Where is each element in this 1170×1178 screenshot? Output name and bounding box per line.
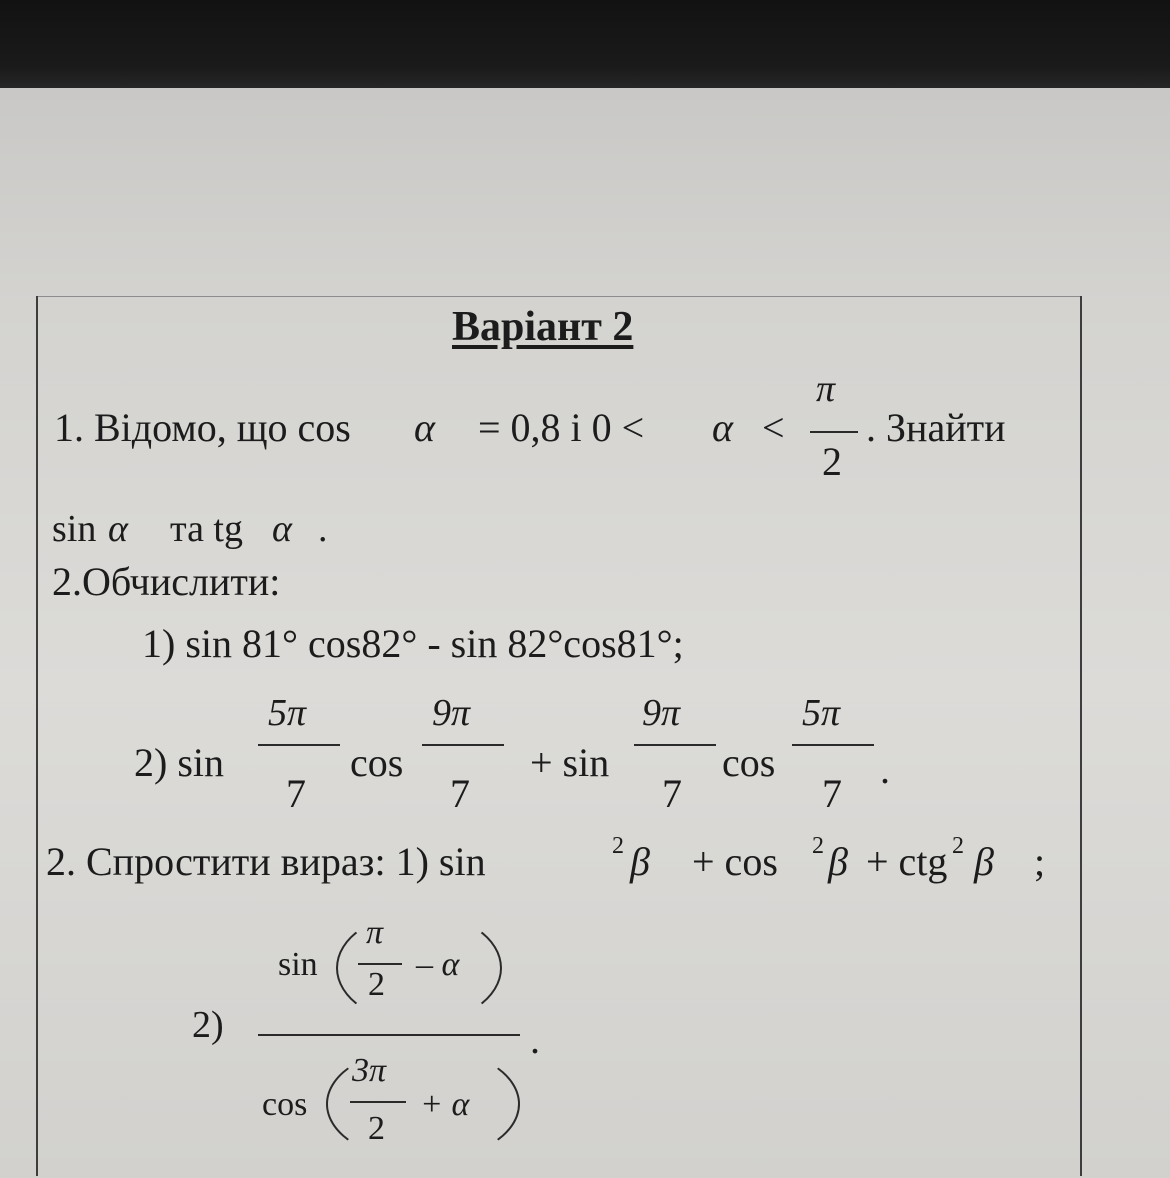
alpha-symbol: α bbox=[712, 405, 733, 450]
task3-prefix: 2. Спростити вираз: 1) sin bbox=[46, 839, 486, 884]
task1-condition: = 0,8 і 0 < bbox=[478, 405, 645, 450]
fraction-bar bbox=[792, 744, 874, 746]
denominator-3pi: 3π bbox=[352, 1052, 387, 1089]
fraction-bar bbox=[350, 1101, 406, 1103]
beta-symbol: β bbox=[828, 839, 848, 884]
plus-alpha: + α bbox=[420, 1086, 470, 1123]
frac-denominator: 7 bbox=[822, 771, 842, 816]
less-than: < bbox=[762, 405, 785, 450]
frac-denominator: 7 bbox=[450, 771, 470, 816]
frac-denominator: 2 bbox=[822, 439, 842, 484]
variant-title: Варіант 2 bbox=[452, 304, 634, 350]
frac-numerator: 5π bbox=[802, 692, 841, 734]
task2-heading: 2.Обчислити: bbox=[52, 559, 281, 604]
task2-item2-prefix: 2) sin bbox=[134, 740, 224, 785]
dark-background-top bbox=[0, 0, 1170, 95]
cos-label: cos bbox=[350, 740, 404, 785]
beta-symbol: β bbox=[630, 839, 650, 884]
superscript-two: 2 bbox=[952, 833, 964, 859]
main-fraction-bar bbox=[258, 1034, 520, 1036]
plus-sin: + sin bbox=[530, 740, 610, 785]
superscript-two: 2 bbox=[812, 833, 824, 859]
period: . bbox=[880, 747, 890, 792]
numerator-sin: sin bbox=[278, 946, 318, 983]
task2-item1: 1) sin 81° cos82° - sin 82°cos81°; bbox=[142, 621, 684, 666]
superscript-two: 2 bbox=[612, 833, 624, 859]
cos-label: cos bbox=[722, 740, 776, 785]
table-top-border bbox=[36, 296, 1082, 297]
period: . bbox=[318, 508, 328, 550]
plus-cos: + cos bbox=[692, 839, 778, 884]
frac-numerator: 9π bbox=[642, 692, 681, 734]
fraction-bar bbox=[810, 431, 858, 433]
numerator-two: 2 bbox=[368, 966, 385, 1003]
frac-numerator: 5π bbox=[268, 692, 307, 734]
fraction-bar bbox=[634, 744, 716, 746]
alpha-symbol: α bbox=[272, 508, 292, 550]
alpha-symbol: α bbox=[414, 405, 435, 450]
plus-ctg: + ctg bbox=[866, 839, 948, 884]
denominator-cos: cos bbox=[262, 1086, 308, 1123]
numerator-pi: π bbox=[366, 914, 384, 951]
fraction-bar bbox=[358, 963, 402, 965]
table-left-border bbox=[36, 296, 38, 1176]
semicolon: ; bbox=[1034, 839, 1046, 884]
fraction-bar bbox=[422, 744, 504, 746]
sin-label: sin bbox=[52, 508, 97, 550]
frac-denominator: 7 bbox=[286, 771, 306, 816]
alpha-symbol: α bbox=[108, 508, 128, 550]
frac-denominator: 7 bbox=[662, 771, 682, 816]
frac-numerator: 9π bbox=[432, 692, 471, 734]
denominator-two: 2 bbox=[368, 1110, 385, 1147]
fraction-bar bbox=[258, 744, 340, 746]
beta-symbol: β bbox=[974, 839, 994, 884]
task1-find: . Знайти bbox=[866, 405, 1006, 450]
frac-numerator: π bbox=[816, 368, 836, 410]
table-right-border bbox=[1080, 296, 1082, 1176]
tg-label: та tg bbox=[170, 508, 243, 550]
task1-text: 1. Відомо, що cos bbox=[54, 405, 351, 450]
minus-alpha: – α bbox=[416, 946, 460, 983]
item2-label: 2) bbox=[192, 1004, 224, 1046]
period: . bbox=[530, 1017, 540, 1062]
